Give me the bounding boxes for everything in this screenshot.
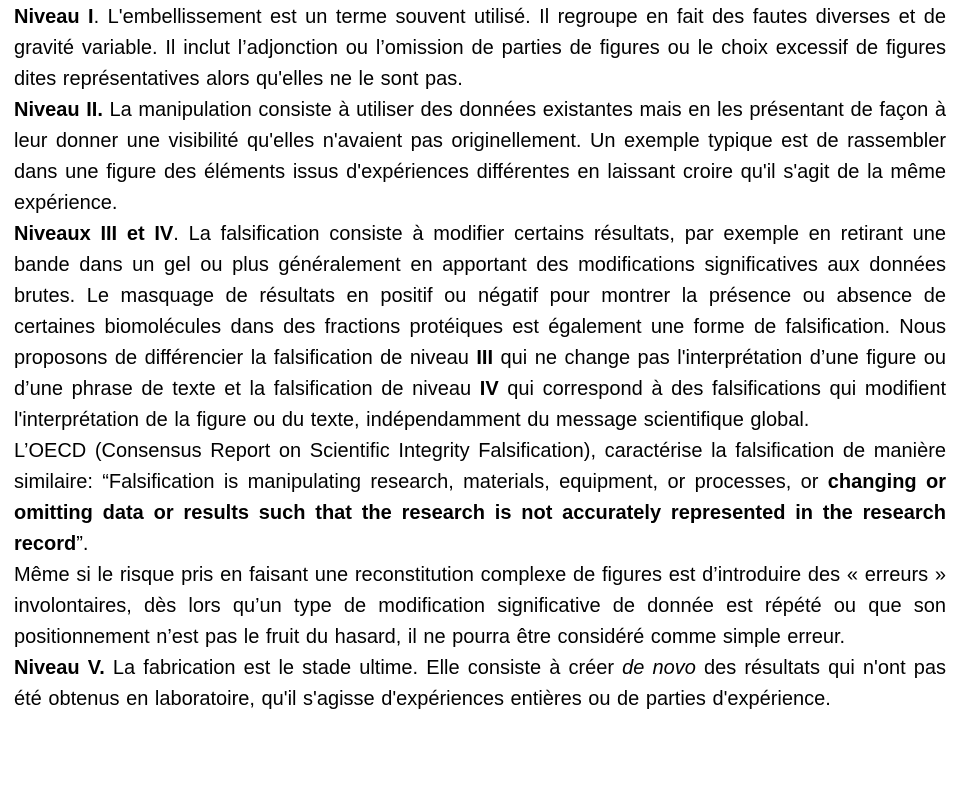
paragraph xyxy=(14,436,946,560)
document-body xyxy=(14,2,946,715)
text-run: Niveau V. xyxy=(14,657,105,679)
text-run: Même si le risque pris en faisant une reconstitution complexe de figures est d’introduire des « erreurs » involontaires, dès lors qu’un type de modification significative de donnée est répété ou que son positionnement n’est pas le fruit du hasard, il ne pourra être considéré comme simple erreur. xyxy=(14,564,946,648)
text-run: qui correspond à des falsifications qui modifient l'interprétation de la figure ou du texte, indépendamment du message scientifique global. xyxy=(14,378,946,431)
text-run: . La falsification consiste à modifier certains résultats, par exemple en retirant une bande dans un gel ou plus généralement en apportant des modifications significatives aux données brutes. Le masquage de résultats en positif ou négatif pour montrer la présence ou absence de certaines biomolécules dans des fractions protéiques est également une forme de falsification. Nous proposons de différencier la falsification de niveau xyxy=(14,223,947,369)
paragraph xyxy=(14,95,946,219)
paragraph xyxy=(14,560,946,653)
text-run: La fabrication est le stade ultime. Elle consiste à créer xyxy=(104,657,623,679)
text-run: Niveau I xyxy=(14,6,94,28)
text-run: L’OECD (Consensus Report on Scientific Integrity Falsification), caractérise la falsification de manière similaire: “Falsification is manipulating research, materials, equipment, or processes, or xyxy=(14,440,946,493)
text-run: qui ne change pas l'interprétation d’une figure ou d’une phrase de texte et la falsification de niveau xyxy=(14,347,946,400)
text-run: ”. xyxy=(76,533,89,555)
paragraph xyxy=(14,2,946,95)
text-run: Niveau II. xyxy=(14,99,103,121)
text-run: La manipulation consiste à utiliser des données existantes mais en les présentant de façon à leur donner une visibilité qu'elles n'avaient pas originellement. Un exemple typique est de rassembler dans une figure des éléments issus d'expériences différentes en laissant croire qu'il s'agit de la même expérience. xyxy=(14,99,947,214)
text-run: des résultats qui n'ont pas été obtenus en laboratoire, qu'il s'agisse d'expériences entières ou de parties d'expérience. xyxy=(14,657,947,710)
text-run: Niveaux III et IV xyxy=(14,223,174,245)
text-run: changing or omitting data or results such that the research is not accurately represented in the research record xyxy=(14,471,946,555)
text-run: . L'embellissement est un terme souvent utilisé. Il regroupe en fait des fautes diverses et de gravité variable. Il inclut l’adjonction ou l’omission de parties de figures ou le choix excessif de figures dites représentatives alors qu'elles ne le sont pas. xyxy=(14,6,946,90)
paragraph xyxy=(14,219,946,436)
paragraph xyxy=(14,653,946,715)
text-run: IV xyxy=(479,378,499,400)
text-run: de novo xyxy=(622,657,696,679)
text-run: III xyxy=(476,347,494,369)
